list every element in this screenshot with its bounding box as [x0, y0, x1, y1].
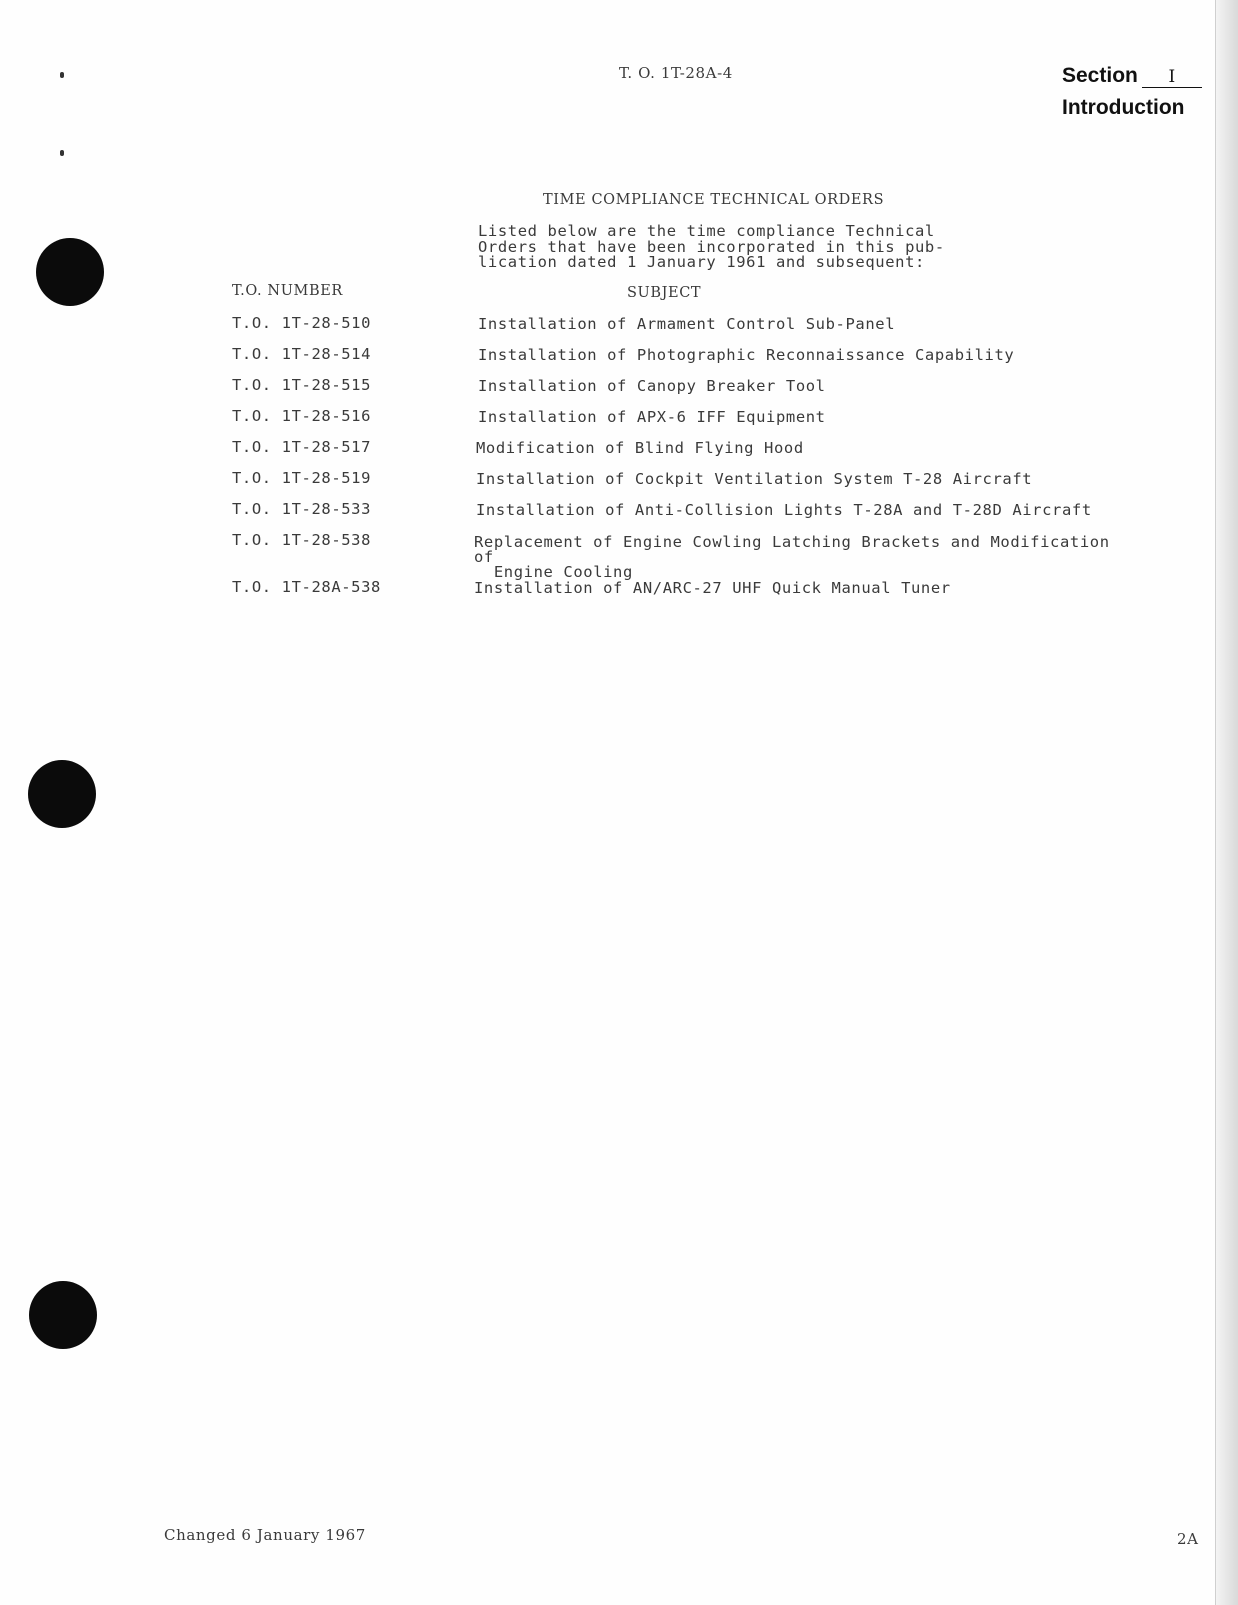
- to-number: T.O. 1T-28-514: [232, 345, 372, 363]
- publication-number: T. O. 1T-28A-4: [619, 64, 733, 82]
- to-number: T.O. 1T-28-519: [232, 469, 372, 487]
- to-subject: Installation of Armament Control Sub-Panel: [478, 315, 896, 333]
- to-number: T.O. 1T-28-517: [232, 438, 372, 456]
- page-title: TIME COMPLIANCE TECHNICAL ORDERS: [543, 192, 885, 208]
- page-number: 2A: [1177, 1530, 1199, 1548]
- to-subject: Installation of Canopy Breaker Tool: [478, 377, 826, 395]
- to-subject: Installation of APX-6 IFF Equipment: [478, 408, 826, 426]
- intro-paragraph: [478, 224, 945, 271]
- column-header-number: T.O. NUMBER: [232, 283, 343, 299]
- to-subject: Modification of Blind Flying Hood: [476, 439, 804, 457]
- to-subject: Installation of AN/ARC-27 UHF Quick Manual Tuner: [474, 579, 951, 597]
- footer-changed-date: Changed 6 January 1967: [164, 1526, 366, 1544]
- page-speck: [60, 150, 64, 156]
- to-subject: Installation of Anti-Collision Lights T-28A and T-28D Aircraft: [476, 501, 1092, 519]
- to-number: T.O. 1T-28-533: [232, 500, 372, 518]
- to-subject: Replacement of Engine Cowling Latching Brackets and Modification of Engine Cooling: [474, 533, 1110, 581]
- section-number: I: [1142, 67, 1202, 88]
- section-title: Introduction: [1062, 96, 1185, 119]
- to-number: T.O. 1T-28-516: [232, 407, 372, 425]
- to-number: T.O. 1T-28-538: [232, 531, 372, 549]
- binder-hole-middle: [28, 760, 96, 828]
- intro-line: Listed below are the time compliance Technical: [478, 222, 935, 240]
- section-header: [1062, 60, 1202, 124]
- column-header-subject: SUBJECT: [627, 285, 702, 301]
- to-subject: Installation of Cockpit Ventilation System T-28 Aircraft: [476, 470, 1033, 488]
- page-speck: [60, 72, 64, 78]
- binder-hole-bottom: [29, 1281, 97, 1349]
- to-number: T.O. 1T-28A-538: [232, 578, 381, 596]
- binder-hole-top: [36, 238, 104, 306]
- intro-line: lication dated 1 January 1961 and subsequent:: [478, 253, 925, 271]
- to-subject: Installation of Photographic Reconnaissance Capability: [478, 346, 1015, 364]
- section-label: Section: [1062, 64, 1138, 87]
- intro-line: Orders that have been incorporated in this pub-: [478, 237, 945, 256]
- to-number: T.O. 1T-28-515: [232, 376, 372, 394]
- to-number: T.O. 1T-28-510: [232, 314, 372, 332]
- page-edge: [1215, 0, 1238, 1605]
